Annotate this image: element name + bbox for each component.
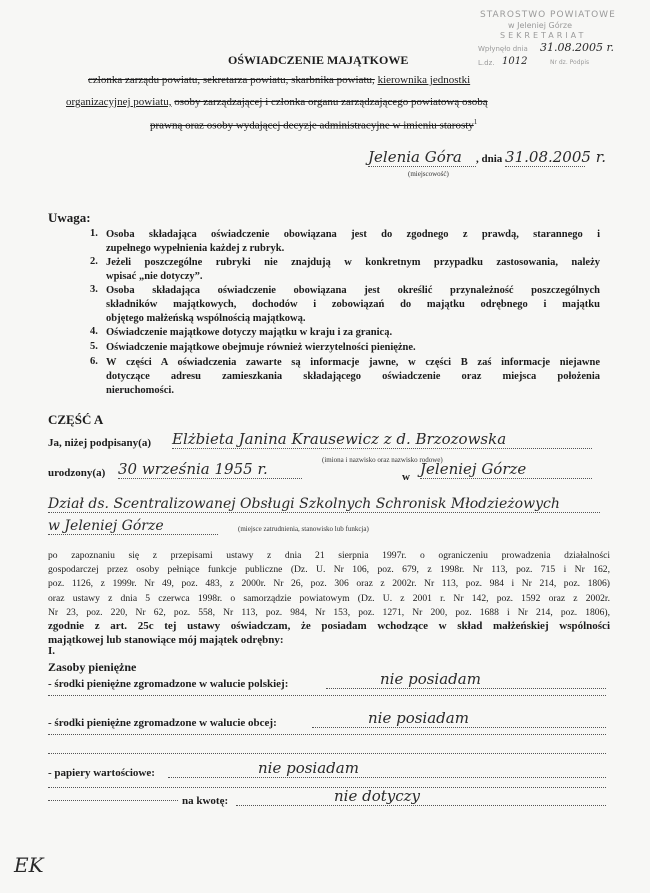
header-line-3-strike: prawną oraz osoby wydającej decyzje administracyjne w imieniu starosty [150,119,474,132]
stamp-line-2: w Jeleniej Górze [508,21,572,30]
uwaga-item-line: Osoba składająca oświadczenie obowiązana jest do zgodnego z prawdą, starannego i [106,229,600,240]
securities-field [168,759,606,778]
uwaga-item-line: objętego małżeńską wspólnością majątkową. [106,313,306,324]
header-line-2-strike: osoby zarządzającej i członka organu zarządzającego powiatową osobą [174,96,488,108]
footnote-marker: 1 [473,118,478,126]
uwaga-item-number: 4. [90,326,98,337]
foreign-blank-line-2 [48,752,606,754]
stamp-extra: Nr dz. Podpis [550,59,590,66]
uwaga-item-line: Jeżeli poszczególne rubryki nie znajdują w konkretnym przypadku zastosowania, należy [106,257,600,268]
employment-line-1: Dział ds. Scentralizowanej Obsługi Szkolnych Schronisk Młodzieżowych [48,496,600,513]
stamp-received-date: 31.08.2005 r. [540,41,615,54]
date-label: , dnia [476,153,503,165]
pln-value: nie posiadam [380,670,481,688]
header-line-3 [150,118,477,132]
amount-value: nie dotyczy [334,787,421,805]
uwaga-item-number: 3. [90,284,98,295]
uwaga-item-number: 2. [90,256,98,267]
pln-field [326,670,606,689]
uwaga-item-line: składników majątkowych, dochodów i zobowiązań do majątku odrębnego i majątku [106,299,600,310]
stamp-received-label: Wpłynęło dnia [478,45,528,53]
place-caption: (miejscowość) [408,170,449,178]
uwaga-item-number: 1. [90,228,98,239]
part-a-label: CZĘŚĆ A [48,412,104,427]
stamp-line-3: SEKRETARIAT [500,31,587,40]
uwaga-item-line: Oświadczenie majątkowe obejmuje również wierzytelności pieniężne. [106,342,416,353]
uwaga-item-line: zupełnego wypełnienia każdej z rubryk. [106,243,285,254]
header-line-2 [66,96,488,108]
securities-blank-line-1 [48,786,606,788]
uwaga-item-number: 6. [90,356,98,367]
header-line-2-under: organizacyjnej powiatu, [66,96,172,108]
uwaga-item-line: wpisać „nie dotyczy”. [106,271,203,282]
header-line-1 [88,74,470,86]
foreign-label: - środki pieniężne zgromadzone w walucie obcej: [48,717,277,729]
securities-value: nie posiadam [258,759,359,777]
legal-text-line: po zapoznaniu się z przepisami ustawy z dnia 21 sierpnia 1997r. o ograniczeniu prowadzenia działalności [48,550,610,561]
section-i-roman: I. [48,645,56,657]
born-date: 30 września 1955 r. [118,460,302,479]
place-date-line [368,148,606,167]
pln-label: - środki pieniężne zgromadzone w walucie polskiej: [48,678,289,690]
legal-text-line: oraz ustawy z dnia 5 czerwca 1998r. o samorządzie powiatowym (Dz. U. z 2001 r. Nr 142, poz. 1592 oraz z 2002r. [48,592,610,604]
section-i-heading: Zasoby pieniężne [48,660,137,674]
initials-signature: EK [14,853,44,877]
signed-value: Elżbieta Janina Krausewicz z d. Brzozowska [172,430,592,449]
header-line-1-under: kierownika jednostki [377,74,471,86]
amount-label: na kwotę: [182,795,229,807]
stamp-line-1: STAROSTWO POWIATOWE [480,10,616,20]
foreign-blank-line-1 [48,733,606,735]
legal-text-line: majątkowej lub stanowiące mój majątek odrębny: [48,634,284,647]
uwaga-item-line: dotyczące adresu zamieszkania składającego oświadczenie oraz miejsca położenia [106,371,600,382]
securities-label: - papiery wartościowe: [48,767,155,779]
employment-caption: (miejsce zatrudnienia, stanowisko lub funkcja) [238,525,369,533]
stamp-reg-label: L.dz. [478,59,495,67]
signed-caption: (imiona i nazwisko oraz nazwisko rodowe) [322,456,443,464]
signed-label: Ja, niżej podpisany(a) [48,437,151,449]
stamp-reg-no: 1012 [502,56,528,67]
legal-text-line: zgodnie z art. 25c tej ustawy oświadczam, że posiadam wchodzące w skład małżeńskiej wspólności [48,620,610,632]
legal-text-line: gospodarczej przez osoby pełniące funkcje publiczne (Dz. U. Nr 106, poz. 679, z 1998r. Nr 113, poz. 715 i Nr 162, [48,564,610,576]
place-value: Jelenia Góra [368,148,476,167]
foreign-value: nie posiadam [368,709,469,727]
date-value: 31.08.2005 r. [505,148,606,166]
legal-text-line: Nr 23, poz. 220, Nr 62, poz. 558, Nr 113, poz. 984, Nr 153, poz. 1271, Nr 200, poz. 1688 i Nr 214, poz. 1806), [48,606,610,618]
amount-leader [48,799,178,801]
registry-stamp [470,10,635,70]
uwaga-item-line: W części A oświadczenia zawarte są informacje jawne, w części B zaś informacje niejawne [106,357,600,368]
uwaga-item-number: 5. [90,341,98,352]
born-label: urodzony(a) [48,467,106,479]
uwaga-item-line: Osoba składająca oświadczenie obowiązana jest określić przynależność poszczególnych [106,285,600,296]
header-line-1-strike: członka zarządu powiatu, sekretarza powiatu, skarbnika powiatu, [88,74,375,86]
uwaga-item-line: nieruchomości. [106,385,174,396]
uwaga-label: Uwaga: [48,210,91,225]
amount-field [236,787,606,806]
employment-line-2: w Jeleniej Górze [48,518,218,535]
born-w: w [402,471,410,483]
foreign-field [312,709,606,728]
legal-text-line: poz. 1126, z 1999r. Nr 49, poz. 483, z 2000r. Nr 26, poz. 306 oraz z 2002r. Nr 113, poz. 984 i Nr 214, poz. 1806) [48,578,610,590]
pln-blank-line-1 [48,694,606,696]
born-place: Jeleniej Górze [420,460,592,479]
uwaga-item-line: Oświadczenie majątkowe dotyczy majątku w kraju i za granicą. [106,327,393,338]
document-title: OŚWIADCZENIE MAJĄTKOWE [228,53,409,67]
